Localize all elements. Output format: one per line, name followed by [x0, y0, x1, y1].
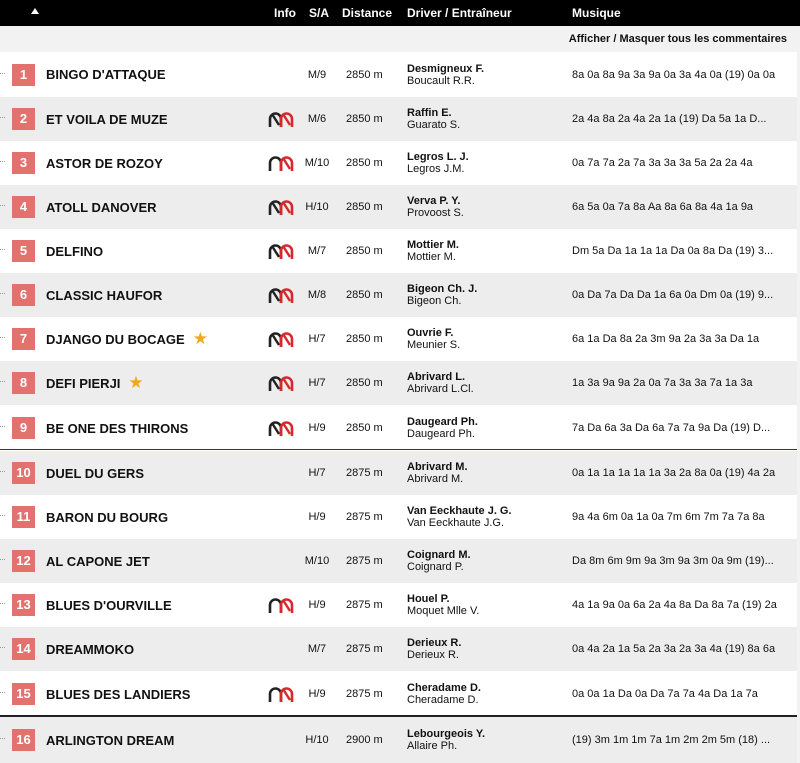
musique-text: 9a 4a 6m 0a 1a 0a 7m 6m 7m 7a 7a 8a [572, 511, 765, 523]
row-marker [0, 73, 5, 74]
row-marker [0, 738, 5, 739]
driver-name[interactable]: Coignard M. [407, 549, 471, 561]
musique [572, 97, 790, 141]
driver-trainer [407, 229, 459, 273]
trainer-name[interactable]: Boucault R.R. [407, 74, 475, 87]
row-marker [0, 381, 5, 382]
sex-age: H/10 [305, 201, 329, 213]
runner-number: 14 [12, 638, 35, 660]
driver-trainer [407, 361, 474, 405]
table-row[interactable] [0, 627, 797, 671]
trainer-name[interactable]: Guarato S. [407, 119, 461, 131]
distance: 2850 m [346, 245, 383, 257]
horse-name[interactable]: ASTOR DE ROZOY [46, 155, 163, 171]
distance: 2850 m [346, 289, 383, 301]
table-row[interactable] [0, 451, 797, 495]
shoeing-both-icon [266, 198, 296, 221]
driver-name[interactable]: Ouvrie F. [407, 327, 454, 339]
sex-age: H/9 [308, 422, 326, 434]
shoeing-both-icon [266, 242, 296, 265]
runner-number: 4 [12, 196, 35, 218]
row-marker [0, 249, 5, 250]
musique-text: 4a 1a 9a 0a 6a 2a 4a 8a Da 8a 7a (19) 2a [572, 599, 777, 611]
table-row[interactable] [0, 97, 797, 141]
horse-name[interactable]: ARLINGTON DREAM [46, 732, 175, 748]
driver-trainer [407, 52, 484, 97]
driver-trainer [407, 717, 485, 763]
runner-number: 6 [12, 284, 35, 306]
horse-name-cell [46, 583, 172, 627]
horse-name[interactable]: AL CAPONE JET [46, 553, 150, 569]
sex-age: H/9 [308, 511, 326, 523]
horse-name[interactable]: CLASSIC HAUFOR [46, 287, 163, 303]
musique-text: Dm 5a Da 1a 1a 1a Da 0a 8a Da (19) 3... [572, 245, 774, 257]
distance: 2850 m [346, 201, 383, 213]
distance: 2900 m [346, 734, 383, 746]
horse-name-cell [46, 317, 208, 361]
distance: 2875 m [346, 555, 383, 567]
runner-number: 7 [12, 328, 35, 350]
sex-age: M/8 [307, 289, 327, 301]
musique [572, 185, 790, 229]
runner-number: 1 [12, 64, 35, 86]
row-marker [0, 205, 5, 206]
driver-trainer [407, 405, 478, 451]
table-row[interactable] [0, 185, 797, 229]
col-driver[interactable]: Driver / Entraîneur [407, 6, 512, 20]
horse-name-cell [46, 627, 134, 671]
musique [572, 141, 790, 185]
horse-name-cell [46, 273, 162, 317]
distance: 2875 m [346, 643, 383, 655]
sex-age: H/10 [305, 734, 329, 746]
row-marker [0, 161, 5, 162]
group-separator [0, 715, 797, 717]
driver-trainer [407, 141, 469, 185]
driver-trainer [407, 97, 460, 141]
musique [572, 273, 790, 317]
driver-name[interactable]: Houel P. [407, 593, 450, 605]
horse-name[interactable]: BARON DU BOURG [46, 509, 169, 525]
runner-number: 12 [12, 550, 35, 572]
runner-number: 15 [12, 683, 35, 705]
driver-trainer [407, 583, 479, 627]
table-row[interactable] [0, 52, 797, 97]
shoeing-rear-icon [266, 596, 296, 619]
musique [572, 451, 790, 495]
row-marker [0, 647, 5, 648]
row-marker [0, 293, 5, 294]
col-distance[interactable]: Distance [342, 6, 393, 20]
distance: 2850 m [346, 377, 383, 389]
favorite-star-icon: ★ [128, 372, 144, 393]
distance: 2875 m [346, 467, 383, 479]
horse-name-cell [46, 405, 188, 451]
musique-text: 0a 4a 2a 1a 5a 2a 3a 2a 3a 4a (19) 8a 6a [572, 643, 776, 655]
driver-name[interactable]: Lebourgeois Y. [407, 728, 486, 740]
sex-age: H/9 [308, 599, 326, 611]
horse-name[interactable]: DELFINO [46, 243, 104, 259]
table-row[interactable] [0, 405, 797, 451]
sex-age: M/10 [304, 555, 330, 567]
sex-age: H/9 [308, 688, 326, 700]
row-marker [0, 559, 5, 560]
musique [572, 52, 790, 97]
favorite-star-icon: ★ [192, 328, 208, 349]
musique-text: 2a 4a 8a 2a 4a 2a 1a (19) Da 5a 1a D... [572, 113, 767, 125]
horse-name[interactable]: BINGO D'ATTAQUE [46, 67, 166, 82]
col-info[interactable]: Info [274, 6, 296, 20]
musique [572, 671, 790, 717]
horse-name[interactable]: ATOLL DANOVER [46, 199, 157, 215]
distance: 2875 m [346, 599, 383, 611]
musique-text: Da 8m 6m 9m 9a 3m 9a 3m 0a 9m (19)... [572, 555, 774, 567]
driver-trainer [407, 671, 481, 717]
horse-name-cell [46, 229, 103, 273]
runner-number: 13 [12, 594, 35, 616]
driver-name[interactable]: Raffin E. [407, 107, 452, 119]
musique [572, 495, 790, 539]
horse-name-cell [46, 539, 150, 583]
row-marker [0, 117, 5, 118]
driver-trainer [407, 185, 464, 229]
musique-text: 0a Da 7a Da Da 1a 6a 0a Dm 0a (19) 9... [572, 289, 774, 301]
musique [572, 405, 790, 451]
table-row[interactable] [0, 273, 797, 317]
trainer-name[interactable]: Coignard P. [407, 561, 464, 573]
musique-text: 0a 7a 7a 2a 7a 3a 3a 3a 5a 2a 2a 4a [572, 157, 753, 169]
runner-number: 16 [12, 729, 35, 751]
sex-age: H/7 [308, 377, 326, 389]
driver-name[interactable]: Verva P. Y. [407, 195, 461, 207]
driver-trainer [407, 317, 460, 361]
trainer-name[interactable]: Derieux R. [407, 649, 459, 661]
horse-name[interactable]: ET VOILA DE MUZE [46, 111, 168, 127]
horse-name-cell [46, 141, 163, 185]
horse-name[interactable]: BLUES D'OURVILLE [46, 597, 172, 613]
trainer-name[interactable]: Cheradame D. [407, 694, 479, 706]
sex-age: M/6 [307, 113, 327, 125]
driver-name[interactable]: Legros L. J. [407, 151, 469, 163]
horse-name[interactable]: DUEL DU GERS [46, 465, 144, 481]
musique-text: (19) 3m 1m 1m 7a 1m 2m 2m 5m (18) ... [572, 734, 771, 746]
row-marker [0, 603, 5, 604]
musique-text: 0a 1a 1a 1a 1a 1a 3a 2a 8a 0a (19) 4a 2a [572, 467, 776, 479]
sex-age: M/7 [307, 245, 327, 257]
trainer-name[interactable]: Daugeard Ph. [407, 428, 475, 440]
table-row[interactable] [0, 229, 797, 273]
horse-name[interactable]: DREAMMOKO [46, 641, 135, 657]
runner-number: 3 [12, 152, 35, 174]
musique-text: 8a 0a 8a 9a 3a 9a 0a 3a 4a 0a (19) 0a 0a [572, 68, 776, 81]
horse-name-cell [46, 495, 168, 539]
shoeing-both-icon [266, 419, 296, 442]
driver-name[interactable]: Desmigneux F. [407, 62, 485, 75]
musique-text: 6a 1a Da 8a 2a 3m 9a 2a 3a 3a Da 1a [572, 333, 760, 345]
col-sa[interactable]: S/A [309, 6, 330, 20]
driver-name[interactable]: Van Eeckhaute J. G. [407, 505, 512, 517]
table-row[interactable] [0, 361, 797, 405]
table-header [0, 0, 800, 26]
driver-name[interactable]: Mottier M. [407, 239, 459, 251]
trainer-name[interactable]: Moquet Mlle V. [407, 605, 480, 617]
runner-number: 2 [12, 108, 35, 130]
horse-name[interactable]: DJANGO DU BOCAGE [46, 331, 185, 347]
table-row[interactable] [0, 671, 797, 717]
driver-name[interactable]: Abrivard L. [407, 371, 466, 383]
driver-trainer [407, 495, 512, 539]
sex-age: H/7 [308, 333, 326, 345]
sex-age: H/7 [308, 467, 326, 479]
table-row[interactable] [0, 539, 797, 583]
musique [572, 583, 790, 627]
horse-name-cell [46, 185, 157, 229]
trainer-name[interactable]: Abrivard L.Cl. [407, 383, 474, 395]
distance: 2875 m [346, 511, 383, 523]
sort-arrow-icon[interactable] [31, 8, 39, 14]
horse-name[interactable]: DEFI PIERJI [46, 375, 121, 391]
row-marker [0, 692, 5, 693]
driver-name[interactable]: Cheradame D. [407, 682, 481, 694]
runner-number: 5 [12, 240, 35, 262]
sex-age: M/10 [304, 157, 330, 169]
runner-number: 8 [12, 372, 35, 394]
shoeing-both-icon [266, 330, 296, 353]
horse-name-cell [46, 671, 190, 717]
horse-name-cell [46, 97, 168, 141]
trainer-name[interactable]: Meunier S. [407, 339, 461, 351]
sex-age: M/9 [307, 68, 327, 81]
distance: 2850 m [346, 333, 383, 345]
table-row[interactable] [0, 317, 797, 361]
trainer-name[interactable]: Mottier M. [407, 251, 456, 263]
musique-text: 0a 0a 1a Da 0a Da 7a 7a 4a Da 1a 7a [572, 688, 758, 700]
musique-text: 7a Da 6a 3a Da 6a 7a 7a 9a Da (19) D... [572, 422, 771, 434]
musique [572, 229, 790, 273]
col-musique[interactable]: Musique [572, 6, 621, 20]
shoeing-both-icon [266, 286, 296, 309]
driver-name[interactable]: Daugeard Ph. [407, 416, 478, 428]
runner-number: 11 [12, 506, 35, 528]
shoeing-rear-icon [266, 154, 296, 177]
driver-name[interactable]: Derieux R. [407, 637, 462, 649]
musique [572, 361, 790, 405]
horse-name-cell [46, 52, 166, 97]
driver-trainer [407, 451, 468, 495]
driver-trainer [407, 539, 471, 583]
horse-name-cell [46, 717, 174, 763]
driver-trainer [407, 627, 461, 671]
runner-number: 10 [12, 462, 35, 484]
musique [572, 627, 790, 671]
trainer-name[interactable]: Bigeon Ch. [407, 295, 462, 307]
shoeing-rear-icon [266, 685, 296, 708]
musique [572, 717, 790, 763]
comments-toggle-bar [0, 26, 800, 52]
musique-text: 1a 3a 9a 9a 2a 0a 7a 3a 3a 7a 1a 3a [572, 377, 753, 389]
row-marker [0, 337, 5, 338]
table-row[interactable] [0, 495, 797, 539]
driver-name[interactable]: Bigeon Ch. J. [407, 283, 478, 295]
trainer-name[interactable]: Provoost S. [407, 207, 464, 219]
horse-name-cell [46, 451, 144, 495]
distance: 2850 m [346, 113, 383, 125]
runner-number: 9 [12, 417, 35, 439]
musique-text: 6a 5a 0a 7a 8a Aa 8a 6a 8a 4a 1a 9a [572, 201, 754, 213]
row-marker [0, 515, 5, 516]
toggle-comments-link[interactable]: Afficher / Masquer tous les commentaires [568, 33, 787, 45]
musique [572, 539, 790, 583]
trainer-name[interactable]: Van Eeckhaute J.G. [407, 517, 505, 529]
distance: 2850 m [346, 157, 383, 169]
trainer-name[interactable]: Legros J.M. [407, 163, 465, 175]
row-marker [0, 426, 5, 427]
distance: 2850 m [346, 68, 383, 81]
group-separator [0, 449, 797, 450]
musique [572, 317, 790, 361]
sex-age: M/7 [307, 643, 327, 655]
driver-trainer [407, 273, 477, 317]
horse-name[interactable]: BLUES DES LANDIERS [46, 686, 191, 702]
shoeing-both-icon [266, 374, 296, 397]
table-row[interactable] [0, 141, 797, 185]
distance: 2875 m [346, 688, 383, 700]
horse-name-cell [46, 361, 144, 405]
table-row[interactable] [0, 583, 797, 627]
trainer-name[interactable]: Allaire Ph. [407, 740, 458, 752]
shoeing-both-icon [266, 110, 296, 133]
distance: 2850 m [346, 422, 383, 434]
row-marker [0, 471, 5, 472]
table-row[interactable] [0, 717, 797, 763]
horse-name[interactable]: BE ONE DES THIRONS [46, 420, 189, 436]
trainer-name[interactable]: Abrivard M. [407, 473, 464, 485]
driver-name[interactable]: Abrivard M. [407, 461, 468, 473]
